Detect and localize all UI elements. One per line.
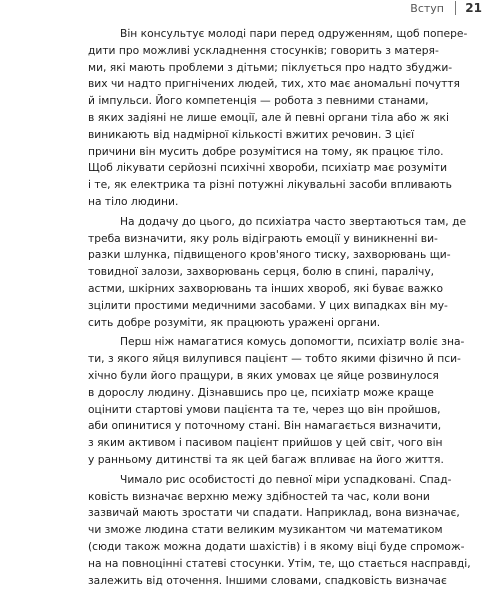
- text-line: виникають від надмірної кількості вжитих речовин. З цієї: [88, 127, 415, 141]
- text-line: сить добре розуміти, як працюють уражені органи.: [88, 315, 381, 329]
- text-line: хічно були його пращури, в яких умовах це яйце розвинулося: [88, 368, 439, 382]
- text-line: в дорослу людину. Дізнавшись про це, психіатр може краще: [88, 385, 434, 399]
- text-line: оцінити стартові умови пацієнта та те, через що він пройшов,: [88, 402, 441, 416]
- text-line: астми, шкірних захворювань та інших хвороб, які буває важко: [88, 281, 443, 295]
- text-line: і те, як електрика та різні потужні лікувальні засоби впливають: [88, 178, 452, 192]
- text-line: чи зможе людина стати великим музикантом чи математиком: [88, 523, 443, 537]
- text-line: залежить від оточення. Іншими словами, спадковість визначає: [88, 573, 447, 587]
- text-line: на на повноцінні статеві стосунки. Утім, те, що стається насправді,: [88, 556, 471, 570]
- text-line: Він консультує молоді пари перед одруженням, щоб попере-: [120, 27, 468, 40]
- page-header: [0, 0, 500, 18]
- text-line: й імпульси. Його компетенція — робота з певними станами,: [88, 94, 429, 108]
- text-line: ковість визначає верхню межу здібностей та час, коли вони: [88, 489, 430, 503]
- text-line: На додачу до цього, до психіатра часто звертаються там, де: [120, 214, 467, 228]
- paragraph: [88, 214, 467, 332]
- running-head-section-title: Вступ: [410, 2, 444, 15]
- header-divider: [455, 1, 456, 15]
- text-line: ми, які мають проблеми з дітьми; піклується про надто збуджи-: [88, 60, 453, 74]
- page-body: [88, 26, 471, 592]
- text-line: товидної залози, захворювань серця, болю в спині, паралічу,: [88, 265, 435, 279]
- text-line: ти, з якого яйця вилупився пацієнт — тобто якими фізично й пси-: [88, 352, 461, 366]
- paragraph: [88, 26, 468, 211]
- text-line: (сюди також можна додати шахістів) і в якому віці буде спромож-: [88, 539, 465, 553]
- text-line: Чимало рис особистості до певної міри успадковані. Спад-: [120, 472, 452, 486]
- text-line: причини він мусить добре розумітися на тому, як працює тіло.: [88, 144, 444, 158]
- text-line: Щоб лікувати серйозні психічні хвороби, психіатр має розуміти: [88, 161, 448, 175]
- paragraph: [88, 472, 471, 590]
- text-line: в яких задіяні не лише емоції, але й певні органи тіла або ж які: [88, 110, 449, 124]
- text-line: разки шлунка, підвищеного кров'яного тиску, захворювань щи-: [88, 248, 451, 262]
- text-line: треба визначити, яку роль відіграють емоції у виникненні ви-: [88, 231, 438, 245]
- page-number: 21: [465, 1, 482, 15]
- text-line: зцілити простими медичними засобами. У цих випадках він му-: [88, 298, 448, 312]
- text-line: аби опинитися у поточному стані. Він намагається визначити,: [88, 419, 442, 433]
- text-line: зазвичай мають зростати чи спадати. Наприклад, вона визначає,: [88, 506, 460, 520]
- text-line: вих чи надто пригнічених людей, тих, хто має аномальні почуття: [88, 77, 460, 91]
- text-line: дити про можливі ускладнення стосунків; говорить з матеря-: [88, 43, 439, 57]
- text-line: з яким активом і пасивом пацієнт прийшов у цей світ, чого він: [88, 436, 443, 450]
- text-line: у ранньому дитинстві та як цей багаж впливає на його життя.: [88, 452, 444, 466]
- text-line: на тіло людини.: [88, 194, 179, 208]
- text-line: Перш ніж намагатися комусь допомогти, психіатр воліє зна-: [120, 335, 465, 349]
- paragraph: [88, 334, 465, 468]
